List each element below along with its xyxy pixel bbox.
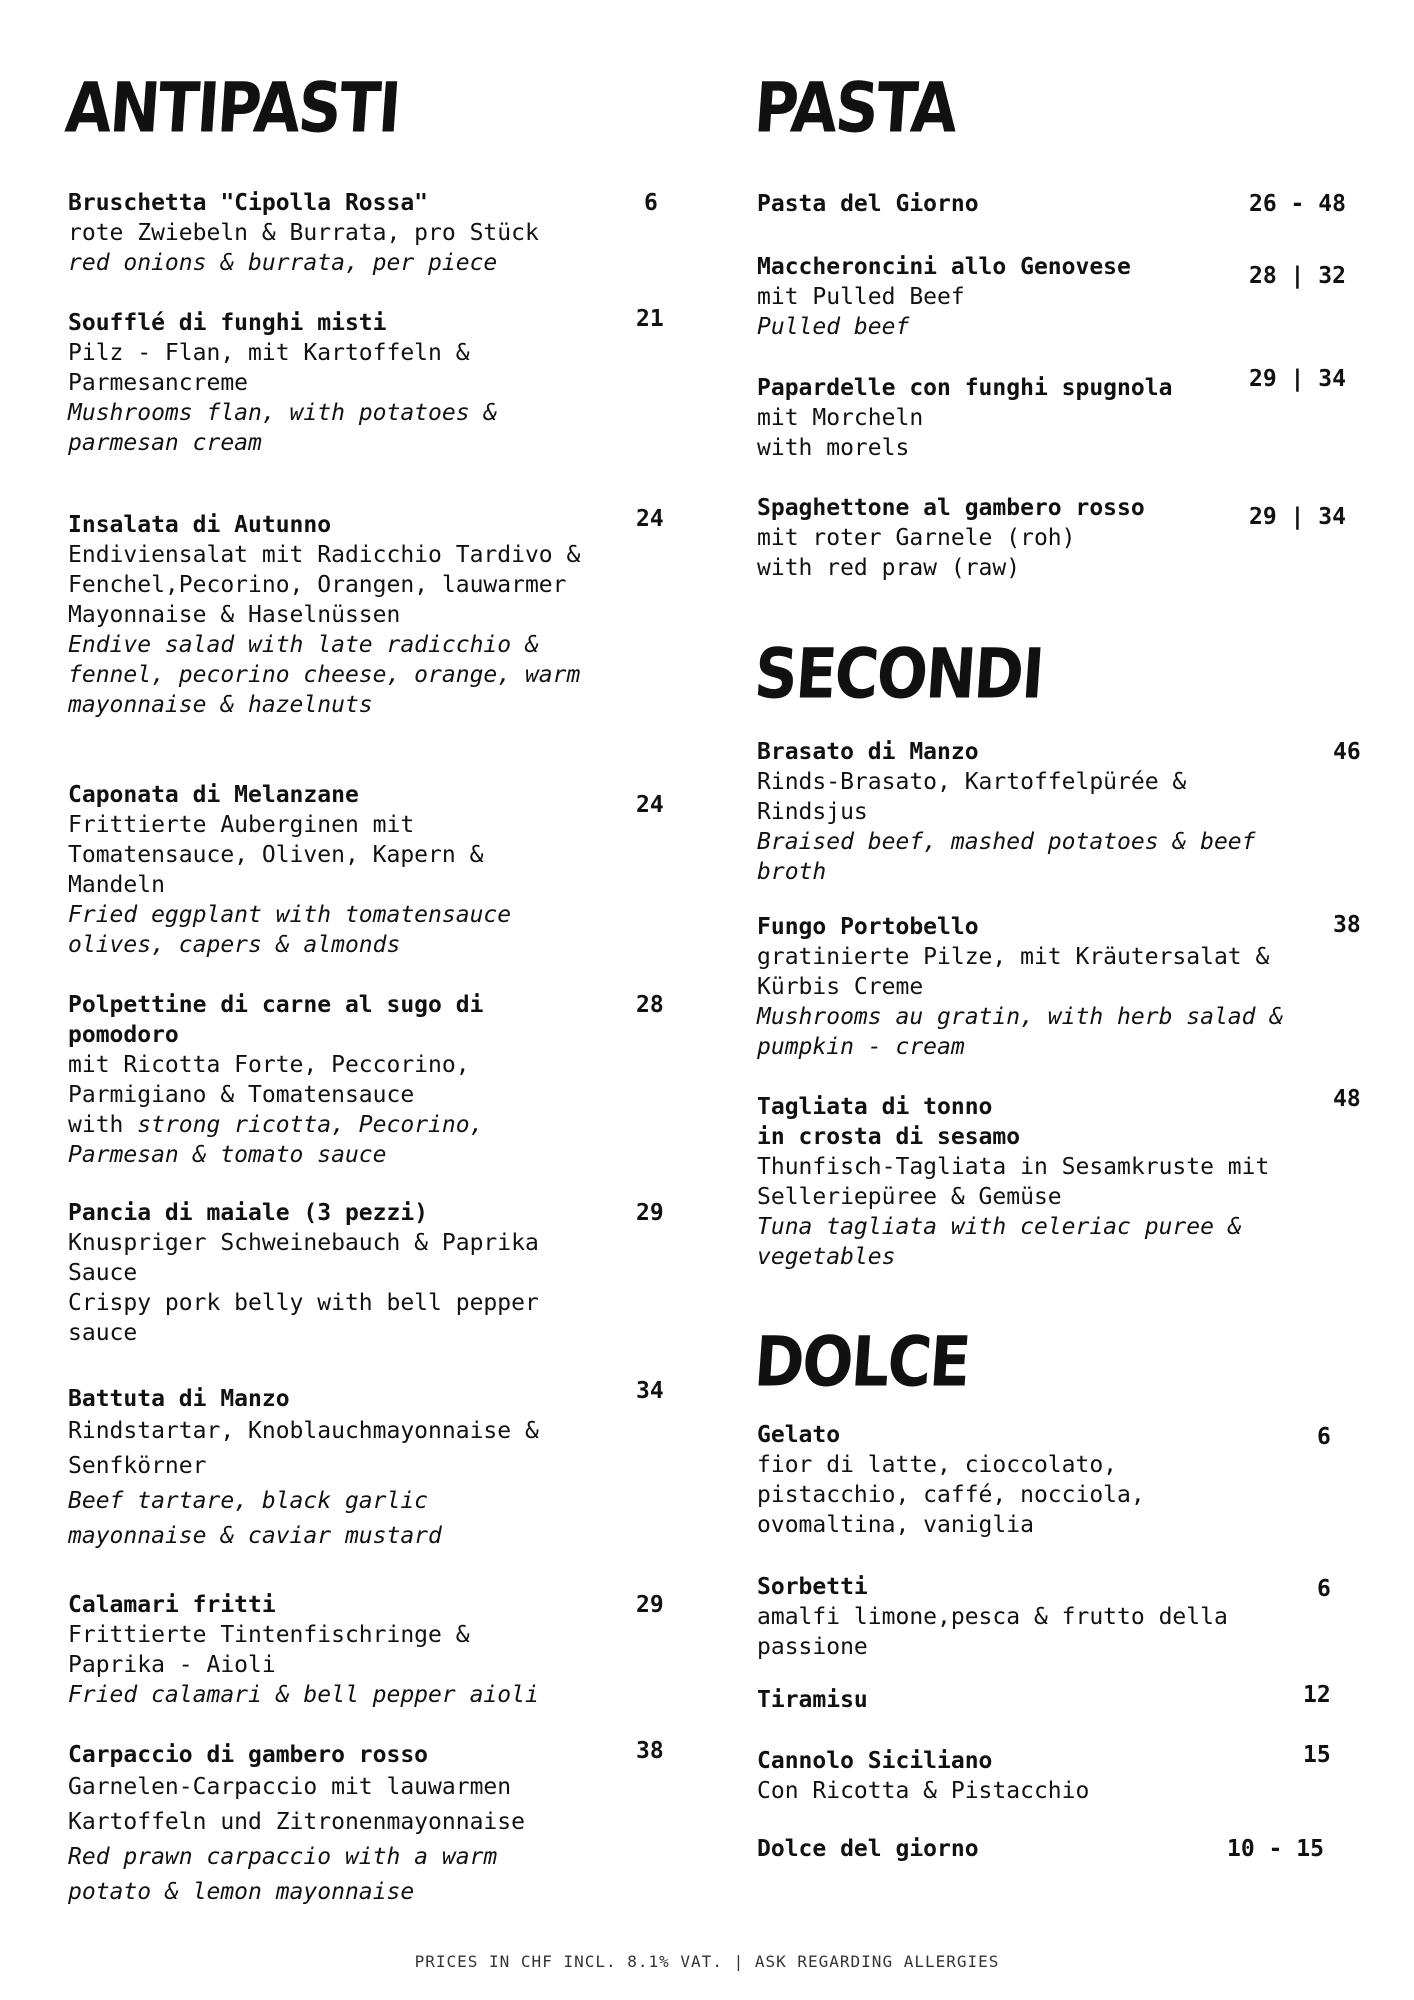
menu-item-carpaccio (68, 1740, 678, 1910)
item-description-de: Thunfisch-Tagliata in Sesamkruste mit Selleriepüree & Gemüse (757, 1154, 1284, 1210)
item-description-de: Frittierte Auberginen mit Tomatensauce, Oliven, Kapern & Mandeln (68, 812, 498, 898)
item-description-en (68, 1110, 548, 1170)
item-name: Maccheroncini allo Genovese (757, 254, 1131, 280)
menu-item-calamari (68, 1590, 678, 1710)
menu-item-bruschetta (68, 188, 678, 278)
item-description-de: Rinds-Brasato, Kartoffelpürée & Rindsjus (757, 769, 1201, 825)
item-name: Battuta di Manzo (68, 1386, 290, 1412)
item-description-de: Frittierte Tintenfischringe & Paprika - Aioli (68, 1622, 484, 1678)
item-name: Caponata di Melanzane (68, 782, 359, 808)
item-description-en: Braised beef, mashed potatoes & beef broth (757, 829, 1270, 885)
item-name: Spaghettone al gambero rosso (757, 495, 1145, 521)
item-name: Insalata di Autunno (68, 512, 332, 538)
menu-item-sorbetti (757, 1572, 1367, 1662)
item-description-en: Mushrooms flan, with potatoes & parmesan cream (68, 400, 512, 456)
item-description-de: amalfi limone,pesca & frutto della passione (757, 1604, 1242, 1660)
item-price: 21 (636, 306, 664, 332)
item-description-en: Beef tartare, black garlic mayonnaise & caviar mustard (68, 1488, 442, 1549)
item-name: Carpaccio di gambero rosso (68, 1742, 429, 1768)
item-price: 28 (636, 992, 664, 1018)
item-price: 38 (1333, 912, 1361, 938)
item-description-en: Pulled beef (757, 314, 910, 340)
item-description-de: Garnelen-Carpaccio mit lauwarmen Kartoffeln und Zitronenmayonnaise (68, 1774, 525, 1835)
item-name: Tagliata di tonno in crosta di sesamo (757, 1094, 1021, 1150)
item-description-de: mit roter Garnele (roh) (757, 525, 1076, 551)
item-price: 34 (636, 1378, 664, 1404)
item-name: Gelato (757, 1422, 841, 1448)
item-name: Pasta del Giorno (757, 191, 979, 217)
item-price: 29 | 34 (1249, 504, 1346, 530)
item-price: 10 - 15 (1227, 1836, 1324, 1862)
menu-item-brasato (757, 737, 1367, 887)
menu-item-insalata (68, 510, 678, 720)
menu-item-pancia (68, 1198, 678, 1348)
item-price: 15 (1303, 1742, 1331, 1768)
item-description-en: red onions & burrata, per piece (68, 250, 498, 276)
item-description-de: mit Pulled Beef (757, 284, 965, 310)
menu-item-cannolo (757, 1746, 1367, 1806)
item-price: 29 (636, 1592, 664, 1618)
item-description-en: with red praw (raw) (757, 555, 1021, 581)
item-price: 24 (636, 792, 664, 818)
item-description-de: Endiviensalat mit Radicchio Tardivo & Fenchel,Pecorino, Orangen, lauwarmer Mayonnaise & Haselnüssen (68, 542, 595, 628)
item-name: Pancia di maiale (3 pezzi) (68, 1200, 429, 1226)
menu-item-polpettine (68, 990, 678, 1170)
item-description-en: Mushrooms au gratin, with herb salad & pumpkin - cream (757, 1004, 1298, 1060)
item-description-de: mit Ricotta Forte, Peccorino, Parmigiano & Tomatensauce (68, 1052, 484, 1108)
item-description-en-italic: strong ricotta, Pecorino, Parmesan & tomato sauce (68, 1112, 498, 1168)
secondi-title: SECONDI (751, 634, 1045, 715)
menu-item-battuta (68, 1384, 678, 1554)
menu-item-fungo-portobello (757, 912, 1367, 1062)
item-price: 12 (1303, 1682, 1331, 1708)
item-description-en: Fried calamari & bell pepper aioli (68, 1682, 539, 1708)
item-description-en: with morels (757, 435, 910, 461)
item-description-de: Knuspriger Schweinebauch & Paprika Sauce (68, 1230, 553, 1286)
menu-item-gelato (757, 1420, 1367, 1540)
item-price: 38 (636, 1738, 664, 1764)
item-price: 46 (1333, 739, 1361, 765)
item-price: 29 | 34 (1249, 366, 1346, 392)
item-name: Cannolo Siciliano (757, 1748, 993, 1774)
item-description-en-prefix: with (68, 1112, 138, 1138)
menu-item-tiramisu (757, 1685, 1367, 1715)
item-name: Calamari fritti (68, 1592, 276, 1618)
item-description-en: Fried eggplant with tomatensauce olives, capers & almonds (68, 902, 525, 958)
item-name: Sorbetti (757, 1574, 868, 1600)
item-name: Papardelle con funghi spugnola (757, 375, 1173, 401)
item-description-en: Tuna tagliata with celeriac puree & vegetables (757, 1214, 1256, 1270)
item-description-de: Rindstartar, Knoblauchmayonnaise & Senfkörner (68, 1418, 553, 1479)
item-description-de: mit Morcheln (757, 405, 924, 431)
item-price: 6 (644, 190, 658, 216)
item-price: 6 (1317, 1424, 1331, 1450)
item-description-en: Endive salad with late radicchio & fennel, pecorino cheese, orange, warm mayonnaise & hazelnuts (68, 632, 595, 718)
item-name: Fungo Portobello (757, 914, 979, 940)
item-description-de: rote Zwiebeln & Burrata, pro Stück (68, 220, 539, 246)
item-description-en: Crispy pork belly with bell pepper sauce (68, 1290, 553, 1346)
item-name: Tiramisu (757, 1687, 868, 1713)
menu-item-caponata (68, 780, 678, 960)
item-name: Bruschetta "Cipolla Rossa" (68, 190, 429, 216)
item-description-en: Red prawn carpaccio with a warm potato & lemon mayonnaise (68, 1844, 512, 1905)
item-name: Brasato di Manzo (757, 739, 979, 765)
item-price: 24 (636, 506, 664, 532)
item-price: 6 (1317, 1576, 1331, 1602)
item-price: 29 (636, 1200, 664, 1226)
footer-note: PRICES IN CHF INCL. 8.1% VAT. | ASK REGARDING ALLERGIES (414, 1952, 1000, 1971)
item-name: Soufflé di funghi misti (68, 310, 387, 336)
item-description-de: fior di latte, cioccolato, pistacchio, caffé, nocciola, ovomaltina, vaniglia (757, 1452, 1159, 1538)
item-name: Polpettine di carne al sugo di pomodoro (68, 992, 498, 1048)
item-price: 48 (1333, 1086, 1361, 1112)
pasta-title: PASTA (751, 68, 959, 149)
antipasti-title: ANTIPASTI (62, 68, 402, 149)
item-description-de: Con Ricotta & Pistacchio (757, 1778, 1090, 1804)
item-description-de: Pilz - Flan, mit Kartoffeln & Parmesancreme (68, 340, 484, 396)
menu-item-souffle (68, 308, 678, 458)
menu-item-tagliata (757, 1092, 1367, 1272)
dolce-title: DOLCE (751, 1322, 972, 1403)
item-description-de: gratinierte Pilze, mit Kräutersalat & Kürbis Creme (757, 944, 1284, 1000)
item-name: Dolce del giorno (757, 1836, 979, 1862)
item-price: 28 | 32 (1249, 263, 1346, 289)
item-price: 26 - 48 (1249, 191, 1346, 217)
